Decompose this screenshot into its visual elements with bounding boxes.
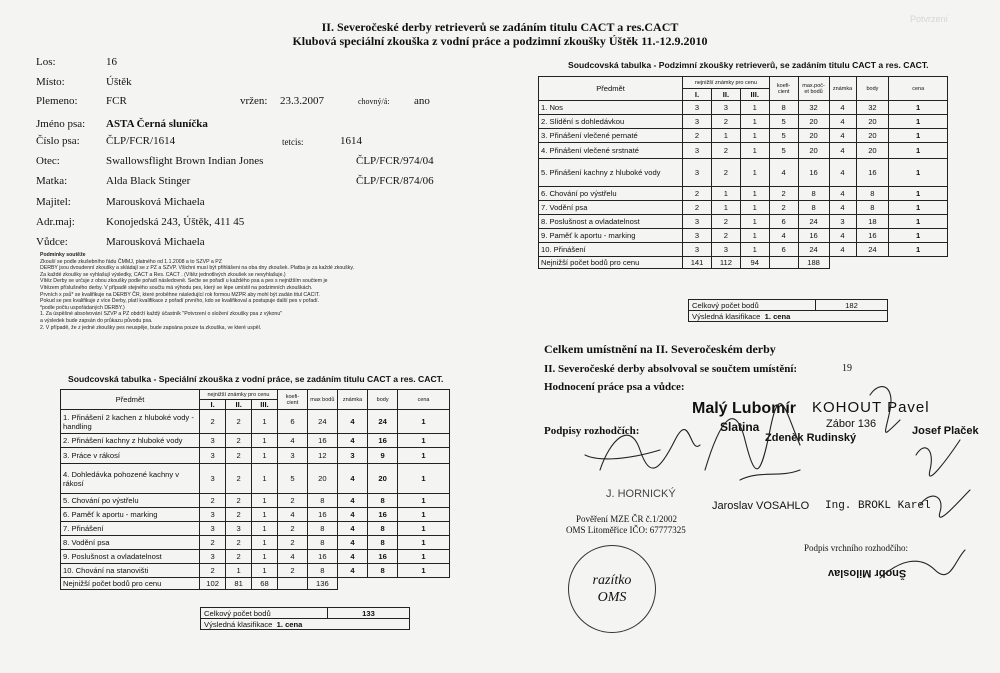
min-cell-ii: 81 — [226, 578, 252, 590]
total-value: 182 — [816, 300, 888, 311]
majitel-value: Marousková Michaela — [106, 196, 205, 208]
judge-zabor: Zábor 136 — [826, 418, 877, 430]
cell-max: 20 — [798, 129, 829, 143]
row-subject: 5. Přinášení kachny z hluboké vody — [539, 159, 683, 187]
min-cell-iii: 94 — [740, 257, 769, 269]
cell-koef: 2 — [277, 564, 307, 578]
derby-absolvoval-value: 19 — [842, 363, 852, 374]
cell-znamka: 4 — [829, 129, 856, 143]
plemeno-value: FCR — [106, 95, 127, 107]
cell-max: 20 — [798, 115, 829, 129]
cell-ii: 2 — [226, 494, 252, 508]
vrzen-value: 23.3.2007 — [280, 95, 324, 107]
col-znamka: známka — [829, 77, 856, 101]
rule-line: Pokud se pes kvalifikuje z více Derby, platí kvalifikace z pořadí prvního, kdo se kvalifikoval a postupuje další pes v pořadí. — [40, 298, 320, 305]
jmeno-label: Jméno psa: — [36, 118, 86, 130]
cell-max: 8 — [798, 187, 829, 201]
cell-max: 8 — [307, 522, 337, 536]
cell-cena: 1 — [889, 215, 948, 229]
cell-iii: 1 — [252, 410, 278, 434]
cell-koef: 6 — [769, 215, 798, 229]
cell-koef: 2 — [277, 494, 307, 508]
cell-max: 8 — [798, 201, 829, 215]
cell-body: 8 — [856, 201, 889, 215]
cell-i: 2 — [199, 536, 225, 550]
cell-cena: 1 — [398, 448, 450, 464]
col-iii: III. — [252, 400, 278, 410]
cell-max: 24 — [798, 215, 829, 229]
cell-iii: 1 — [740, 129, 769, 143]
cell-iii: 1 — [252, 494, 278, 508]
rule-line: 1. Za úspěšné absolvování SZVP a PZ obdrží každý účastník "Potvrzení o složení zkoušky psa z výkonu" — [40, 311, 283, 318]
cell-cena: 1 — [889, 159, 948, 187]
min-cell-iii: 68 — [252, 578, 278, 590]
otec-value: Swallowsflight Brown Indian Jones — [106, 155, 264, 167]
cell-koef: 4 — [277, 550, 307, 564]
tetcis-value: 1614 — [340, 135, 362, 147]
judge-slatina: Slatina — [720, 420, 760, 434]
vudce-label: Vůdce: — [36, 236, 68, 248]
cell-koef: 6 — [769, 243, 798, 257]
cell-znamka: 4 — [829, 115, 856, 129]
cell-body: 20 — [856, 143, 889, 159]
judge-kohout: KOHOUT Pavel — [812, 399, 930, 416]
col-predmet: Předmět — [61, 390, 200, 410]
cell-body: 8 — [368, 564, 398, 578]
cell-i: 3 — [683, 115, 712, 129]
judge-placek: Josef Plaček — [912, 425, 979, 437]
rule-line: Zkouší se podle zkušebního řádu ČMMJ, platného od 1.1.2008 a to SZVP a PZ — [40, 258, 222, 265]
cell-cena: 1 — [398, 464, 450, 494]
cell-iii: 1 — [740, 243, 769, 257]
cell-ii: 2 — [711, 159, 740, 187]
los-label: Los: — [36, 56, 56, 68]
cell-cena: 1 — [889, 243, 948, 257]
cell-ii: 2 — [226, 448, 252, 464]
col-znamka: známka — [337, 390, 367, 410]
cell-body: 20 — [856, 129, 889, 143]
col-max: max.poč-et bodů — [798, 77, 829, 101]
chief-judge-snobr: Šnobr Miloslav — [828, 567, 907, 579]
min-cell-i: 102 — [199, 578, 225, 590]
adr-label: Adr.maj: — [36, 216, 75, 228]
cell-znamka: 4 — [829, 243, 856, 257]
cell-cena: 1 — [889, 201, 948, 215]
vudce-value: Marousková Michaela — [106, 236, 205, 248]
cell-koef: 2 — [769, 201, 798, 215]
cell-iii: 1 — [740, 101, 769, 115]
row-subject: 7. Přinášení — [61, 522, 200, 536]
cell-body: 16 — [856, 229, 889, 243]
col-koef: koefi-cient — [277, 390, 307, 410]
cell-max: 16 — [798, 159, 829, 187]
cell-znamka: 4 — [337, 494, 367, 508]
cell-ii: 1 — [226, 564, 252, 578]
min-cell-ii: 112 — [711, 257, 740, 269]
cell-koef: 5 — [769, 129, 798, 143]
cell-znamka: 4 — [337, 410, 367, 434]
chovny-value: ano — [414, 95, 430, 107]
row-subject: 3. Práce v rákosí — [61, 448, 200, 464]
cell-cena: 1 — [398, 536, 450, 550]
showthrough-text: Potvrzení — [910, 14, 949, 24]
rule-line: Vítěz Derby se určuje z obou zkoušky podle pořadí následovně. Sečte se pořadí u každého psa a pes s nejnižším součtem je — [40, 278, 328, 285]
cell-koef: 2 — [769, 187, 798, 201]
derby-absolvoval-label: II. Severočeské derby absolvoval se součtem umístění: — [544, 363, 798, 375]
cell-iii: 1 — [252, 564, 278, 578]
cell-znamka: 4 — [337, 564, 367, 578]
cell-body: 8 — [368, 494, 398, 508]
cell-koef: 2 — [277, 536, 307, 550]
adr-value: Konojedská 243, Úštěk, 411 45 — [106, 216, 245, 228]
total-label: Celkový počet bodů — [201, 608, 328, 619]
los-value: 16 — [106, 56, 117, 68]
cell-body: 8 — [368, 536, 398, 550]
row-subject: 10. Přinášení — [539, 243, 683, 257]
judge-brokl: Ing. BROKL Karel — [825, 500, 931, 512]
oms-text: OMS Litoměřice IČO: 67777325 — [566, 525, 686, 535]
min-cell-max: 188 — [798, 257, 829, 269]
plemeno-label: Plemeno: — [36, 95, 78, 107]
cell-iii: 1 — [740, 187, 769, 201]
cell-iii: 1 — [740, 143, 769, 159]
rules-title: Podmínky soutěže — [40, 252, 86, 258]
row-subject: 8. Vodění psa — [61, 536, 200, 550]
cell-body: 20 — [856, 115, 889, 129]
stamp-line-2: OMS — [597, 590, 627, 605]
cell-iii: 1 — [252, 434, 278, 448]
cell-ii: 2 — [226, 464, 252, 494]
cell-i: 3 — [199, 434, 225, 448]
cislo-value: ČLP/FCR/1614 — [106, 135, 176, 147]
matka-value: Alda Black Stinger — [106, 175, 191, 187]
cell-ii: 1 — [711, 129, 740, 143]
jmeno-value: ASTA Černá sluníčka — [106, 118, 208, 130]
cell-znamka: 4 — [337, 434, 367, 448]
misto-value: Úštěk — [106, 76, 132, 88]
col-i: I. — [199, 400, 225, 410]
cell-znamka: 4 — [829, 187, 856, 201]
rule-line: Prvních x psů* se kvalifikuje na DERBY ČR, které proběhne následující rok formou MZPR aby mohl být zadán titul CACIT. — [40, 291, 320, 298]
cell-body: 16 — [368, 550, 398, 564]
row-subject: 8. Poslušnost a ovladatelnost — [539, 215, 683, 229]
col-ii: II. — [226, 400, 252, 410]
result-label: Výsledná klasifikace — [204, 619, 273, 629]
cell-cena: 1 — [398, 550, 450, 564]
cell-i: 3 — [199, 508, 225, 522]
cell-cena: 1 — [889, 143, 948, 159]
judge-vosahlo: Jaroslav VOSAHLO — [712, 500, 810, 512]
col-ii: II. — [711, 89, 740, 101]
otec-cislo: ČLP/FCR/974/04 — [356, 155, 434, 167]
cell-body: 24 — [856, 243, 889, 257]
cell-ii: 2 — [711, 229, 740, 243]
cell-znamka: 4 — [829, 101, 856, 115]
cell-koef: 4 — [769, 159, 798, 187]
cell-znamka: 3 — [829, 215, 856, 229]
cell-cena: 1 — [889, 115, 948, 129]
judge-hornicky: J. HORNICKÝ — [606, 488, 676, 500]
rule-line: Vítězem příslušného derby. V případě stejného součtu má výhodu pes, který se lépe umístil na podzimních zkouškách. — [40, 284, 313, 291]
col-cena: cena — [889, 77, 948, 101]
cell-body: 20 — [368, 464, 398, 494]
cell-koef: 4 — [277, 434, 307, 448]
majitel-label: Majitel: — [36, 196, 71, 208]
cell-iii: 1 — [252, 522, 278, 536]
cell-cena: 1 — [398, 494, 450, 508]
cell-iii: 1 — [252, 508, 278, 522]
derby-podpisy-label: Podpisy rozhodčích: — [544, 425, 640, 437]
cell-koef: 5 — [769, 115, 798, 129]
rule-line: a výsledek bude zapsán do průkazu původu psa. — [40, 317, 153, 324]
cell-koef: 2 — [277, 522, 307, 536]
col-znamky: nejnižší známky pro cenu — [683, 77, 770, 89]
rule-line: DERBY jsou dvoudenní zkoušky a skládají se z PZ a SZVP. Všichni musí být přihlášeni na oba dny zkoušek. Platba je za každé zkoušky. — [40, 265, 355, 272]
total-label: Celkový počet bodů — [689, 300, 816, 311]
cell-znamka: 4 — [829, 201, 856, 215]
cell-max: 32 — [798, 101, 829, 115]
col-i: I. — [683, 89, 712, 101]
cell-body: 16 — [856, 159, 889, 187]
cell-i: 3 — [683, 101, 712, 115]
cell-i: 2 — [199, 564, 225, 578]
row-subject: 1. Přinášení 2 kachen z hluboké vody -handling — [61, 410, 200, 434]
tetcis-label: tetcis: — [282, 137, 304, 147]
cell-i: 2 — [199, 494, 225, 508]
right-table-title: Soudcovská tabulka - Podzimní zkoušky retrieverů, se zadáním titulu CACT a res. CACT. — [568, 60, 929, 70]
cell-znamka: 4 — [337, 550, 367, 564]
cell-koef: 8 — [769, 101, 798, 115]
cell-iii: 1 — [252, 550, 278, 564]
stamp-line-1: razítko — [592, 573, 632, 588]
derby-heading: Celkem umístnění na II. Severočeském derby — [544, 342, 776, 356]
cell-max: 12 — [307, 448, 337, 464]
cell-body: 32 — [856, 101, 889, 115]
row-subject: 4. Přinášení vlečené srstnaté — [539, 143, 683, 159]
row-subject: 6. Chování po výstřelu — [539, 187, 683, 201]
cell-iii: 1 — [252, 448, 278, 464]
header-line-1: II. Severočeské derby retrieverů se zadáním titulu CACT a res.CACT — [321, 20, 679, 34]
cell-body: 8 — [368, 522, 398, 536]
cell-iii: 1 — [740, 215, 769, 229]
cell-ii: 2 — [226, 434, 252, 448]
cell-max: 16 — [307, 434, 337, 448]
cell-ii: 2 — [226, 550, 252, 564]
derby-hodnoceni-label: Hodnocení práce psa a vůdce: — [544, 381, 685, 393]
cell-koef: 3 — [277, 448, 307, 464]
cell-iii: 1 — [740, 115, 769, 129]
row-subject: 2. Slídění s dohledávkou — [539, 115, 683, 129]
col-cena: cena — [398, 390, 450, 410]
cell-body: 18 — [856, 215, 889, 229]
cell-i: 3 — [683, 243, 712, 257]
cell-i: 3 — [199, 464, 225, 494]
cell-ii: 2 — [226, 410, 252, 434]
min-cell-max: 136 — [307, 578, 337, 590]
min-cell-i: 141 — [683, 257, 712, 269]
cell-cena: 1 — [398, 508, 450, 522]
cell-ii: 2 — [226, 508, 252, 522]
cell-max: 8 — [307, 494, 337, 508]
povereni-text: Pověření MZE ČR č.1/2002 — [576, 514, 677, 524]
judge-maly: Malý Lubomír — [692, 400, 797, 417]
cell-max: 16 — [307, 550, 337, 564]
cell-znamka: 4 — [337, 508, 367, 522]
rule-line: Za každé zkoušky se vyhlašují výsledky, CACT a Res. CACT . (Vítěz jednotlivých zkoušek se nevyhlašuje.) — [40, 271, 286, 278]
cell-ii: 2 — [226, 536, 252, 550]
cislo-label: Číslo psa: — [36, 135, 80, 147]
row-subject: 10. Chování na stanovišti — [61, 564, 200, 578]
cell-iii: 1 — [252, 536, 278, 550]
row-subject: 5. Chování po výstřelu — [61, 494, 200, 508]
cell-cena: 1 — [398, 434, 450, 448]
cell-koef: 4 — [277, 508, 307, 522]
cell-iii: 1 — [740, 201, 769, 215]
left-table-title: Soudcovská tabulka - Speciální zkouška z vodní práce, se zadáním titulu CACT a res. CACT. — [68, 374, 444, 384]
col-znamky: nejnižší známky pro cenu — [199, 390, 277, 400]
cell-iii: 1 — [740, 229, 769, 243]
row-subject: 4. Dohledávka pohozené kachny v rákosí — [61, 464, 200, 494]
cell-iii: 1 — [252, 464, 278, 494]
cell-cena: 1 — [889, 187, 948, 201]
cell-body: 16 — [368, 434, 398, 448]
cell-cena: 1 — [398, 522, 450, 536]
cell-ii: 1 — [711, 201, 740, 215]
row-subject: 3. Přinášení vlečené pernaté — [539, 129, 683, 143]
otec-label: Otec: — [36, 155, 60, 167]
cell-znamka: 4 — [337, 536, 367, 550]
row-subject: 2. Přinášení kachny z hluboké vody — [61, 434, 200, 448]
cell-cena: 1 — [398, 564, 450, 578]
cell-znamka: 4 — [337, 522, 367, 536]
min-cell-name: Nejnižší počet bodů pro cenu — [61, 578, 200, 590]
chovny-label: chovný/á: — [358, 97, 390, 106]
cell-i: 3 — [683, 215, 712, 229]
cell-max: 24 — [798, 243, 829, 257]
total-value: 133 — [328, 608, 410, 619]
cell-koef: 4 — [769, 229, 798, 243]
vrzen-label: vržen: — [240, 95, 268, 107]
cell-i: 2 — [683, 187, 712, 201]
cell-max: 16 — [798, 229, 829, 243]
cell-i: 3 — [199, 522, 225, 536]
cell-znamka: 3 — [337, 448, 367, 464]
cell-i: 2 — [683, 201, 712, 215]
result-label: Výsledná klasifikace — [692, 311, 761, 321]
cell-znamka: 4 — [829, 159, 856, 187]
cell-ii: 3 — [226, 522, 252, 536]
result-value: 1. cena — [764, 311, 791, 321]
cell-i: 3 — [683, 143, 712, 159]
cell-body: 24 — [368, 410, 398, 434]
cell-max: 20 — [307, 464, 337, 494]
cell-koef: 6 — [277, 410, 307, 434]
cell-ii: 1 — [711, 187, 740, 201]
cell-cena: 1 — [889, 229, 948, 243]
cell-koef: 5 — [277, 464, 307, 494]
cell-ii: 2 — [711, 115, 740, 129]
cell-body: 9 — [368, 448, 398, 464]
cell-i: 3 — [199, 550, 225, 564]
cell-i: 3 — [199, 448, 225, 464]
min-cell-name: Nejnižší počet bodů pro cenu — [539, 257, 683, 269]
row-subject: 9. Paměť k aportu - marking — [539, 229, 683, 243]
cell-ii: 3 — [711, 101, 740, 115]
cell-cena: 1 — [889, 101, 948, 115]
cell-body: 8 — [856, 187, 889, 201]
row-subject: 1. Nos — [539, 101, 683, 115]
col-predmet: Předmět — [539, 77, 683, 101]
cell-body: 16 — [368, 508, 398, 522]
cell-max: 20 — [798, 143, 829, 159]
cell-i: 3 — [683, 159, 712, 187]
cell-i: 3 — [683, 229, 712, 243]
cell-znamka: 4 — [829, 229, 856, 243]
cell-znamka: 4 — [337, 464, 367, 494]
cell-cena: 1 — [889, 129, 948, 143]
cell-znamka: 4 — [829, 143, 856, 159]
cell-ii: 2 — [711, 215, 740, 229]
cell-ii: 2 — [711, 143, 740, 159]
rule-line: 2. V případě, že z jedné zkoušky pes neuspěje, bude zapsána pouze ta zkouška, ve které uspěl. — [40, 324, 262, 331]
col-max: max bodů — [307, 390, 337, 410]
row-subject: 7. Vodění psa — [539, 201, 683, 215]
cell-iii: 1 — [740, 159, 769, 187]
cell-koef: 5 — [769, 143, 798, 159]
cell-cena: 1 — [398, 410, 450, 434]
cell-max: 16 — [307, 508, 337, 522]
cell-i: 2 — [683, 129, 712, 143]
row-subject: 6. Paměť k aportu - marking — [61, 508, 200, 522]
col-body: body — [856, 77, 889, 101]
rule-line: *podle počtu uspořádaných DERBY.) — [40, 304, 125, 311]
matka-label: Matka: — [36, 175, 68, 187]
judge-rudinsky: Zdeněk Rudinský — [765, 432, 857, 444]
col-koef: koefi-cient — [769, 77, 798, 101]
cell-ii: 3 — [711, 243, 740, 257]
result-value: 1. cena — [276, 619, 303, 629]
cell-max: 8 — [307, 564, 337, 578]
misto-label: Místo: — [36, 76, 65, 88]
col-body: body — [368, 390, 398, 410]
cell-i: 2 — [199, 410, 225, 434]
header-line-2: Klubová speciální zkouška z vodní práce a podzimní zkoušky Úštěk 11.-12.9.2010 — [292, 34, 708, 48]
chief-judge-label: Podpis vrchního rozhodčího: — [804, 543, 908, 553]
row-subject: 9. Poslušnost a ovladatelnost — [61, 550, 200, 564]
cell-max: 8 — [307, 536, 337, 550]
matka-cislo: ČLP/FCR/874/06 — [356, 175, 434, 187]
col-iii: III. — [740, 89, 769, 101]
cell-max: 24 — [307, 410, 337, 434]
